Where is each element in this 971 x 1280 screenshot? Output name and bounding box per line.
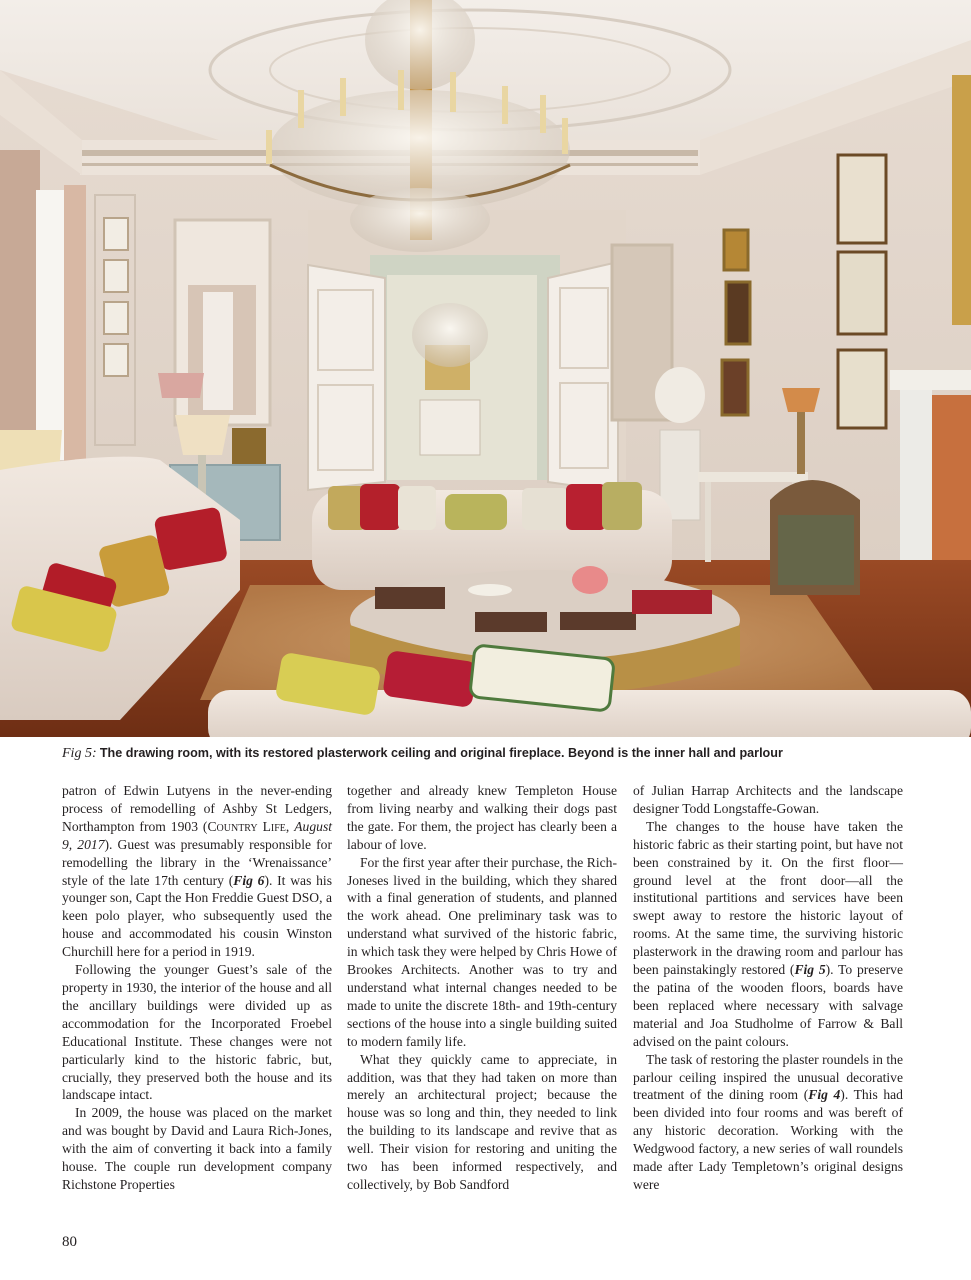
- paragraph: [633, 818, 903, 1051]
- figure-reference: Fig 6: [233, 872, 265, 888]
- paragraph: of Julian Harrap Architects and the landscape designer Todd Longstaffe-Gowan.: [633, 783, 903, 816]
- magazine-name: Country Life: [207, 818, 286, 834]
- text-run: ). Guest was presumably responsible for remodelling the library in the ‘Wrenaissance’ style of the late 17th century (: [62, 836, 333, 888]
- figure-reference: Fig 5: [794, 962, 826, 978]
- figure-reference: Fig 4: [808, 1087, 841, 1103]
- text-run: The changes to the house have taken the historic fabric as their starting point, but have not been constrained by it. On the first floor—ground level at the front door—all the institutional partitions and services have been swept away to restore the historic layout of rooms. At the same time, the surviving historic plasterwork in the drawing room and parlour has been painstakingly restored (: [633, 818, 903, 978]
- text-run: patron of Edwin Lutyens in the never-ending process of remodelling of Ashby St Ledgers, Northampton from 1903 (: [62, 783, 332, 834]
- issue-date: August 9, 2017: [62, 818, 333, 852]
- text-column-3: [633, 782, 903, 1194]
- text-column-1: [62, 782, 332, 1194]
- page-number: 80: [62, 1234, 77, 1250]
- text-run: ,: [285, 818, 295, 834]
- paragraph: In 2009, the house was placed on the market and was bought by David and Laura Rich-Jones, with the aim of converting it back into a family house. The couple run development company Richstone Properties: [62, 1105, 332, 1192]
- paragraph: For the first year after their purchase, the Rich-Joneses lived in the building, which they shared with a final generation of students, and planned the work ahead. One preliminary task was to understand what survived of the historic fabric, in which task they were helped by Chris Howe of Brookes Architects. Another was to try and understand what internal changes needed to be made to unite the discrete 18th- and 19th-century sections of the house into a single building suited to modern family life.: [347, 854, 617, 1049]
- caption-text: The drawing room, with its restored plasterwork ceiling and original fireplace. Beyond is the inner hall and parlour: [99, 746, 783, 760]
- text-run: ). This had been divided into four rooms and was bereft of any historic decoration. Working with the Wedgwood factory, a new series of wall roundels made after Lady Templetown’s original designs were: [633, 1087, 903, 1192]
- text-run: ). To preserve the patina of the wooden floors, boards have been replaced where necessary with salvage material and Joa Studholme of Farrow & Ball advised on the paint colours.: [633, 962, 903, 1049]
- text-run: The task of restoring the plaster roundels in the parlour ceiling inspired the unusual decorative treatment of the dining room (: [633, 1051, 903, 1103]
- paragraph: [62, 782, 332, 961]
- paragraph: together and already knew Templeton House from living nearby and walking their dogs past the gate. For them, the project has clearly been a labour of love.: [347, 783, 617, 852]
- text-run: ). It was his younger son, Capt the Hon Freddie Guest DSO, a keen polo player, who subsequently used the house and accommodated his cousin Winston Churchill here for a period in 1919.: [62, 872, 332, 960]
- figure-caption: [62, 744, 942, 763]
- paragraph: What they quickly came to appreciate, in addition, was that they had taken on more than merely an architectural project; because the house was so long and thin, they needed to link the building to its landscape and revive that as well. Their vision for restoring and uniting the two has been informed respectively, and collectively, by Bob Sandford: [347, 1051, 617, 1192]
- text-column-2: [347, 782, 617, 1194]
- figure-label: Fig 5:: [62, 746, 97, 761]
- paragraph: Following the younger Guest’s sale of the property in 1930, the interior of the house and all the ancillary buildings were divided up as accommodation for the Incorporated Froebel Educational Institute. These changes were not particularly kind to the historic fabric, but, crucially, they preserved both the house and its landscape intact.: [62, 962, 332, 1103]
- paragraph: [633, 1051, 903, 1194]
